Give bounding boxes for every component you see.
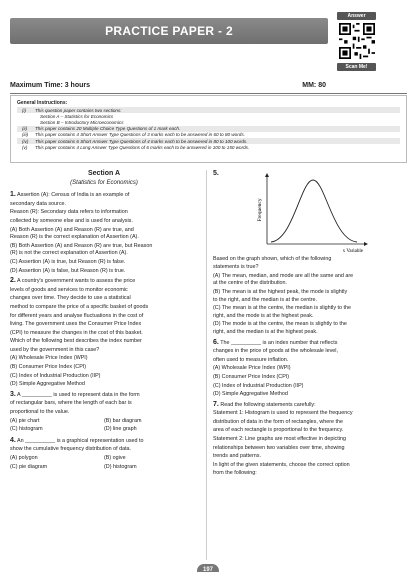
option-b: (B) bar diagram bbox=[104, 417, 142, 424]
instruction-item: (iii) This paper contains 4 Short Answer Type Questions of 3 marks each to be answered in 60 to 80 words. bbox=[22, 132, 245, 138]
option-a: (A) Wholesale Price Index (WPI) bbox=[10, 355, 88, 362]
option-b: (B) Both Assertion (A) and Reason (R) are true, but Reason (R) is not the correct explanation of Assertion (A). bbox=[10, 242, 153, 257]
section-subtitle: (Statistics for Economics) bbox=[70, 179, 138, 186]
option-d: (D) Assertion (A) is false, but Reason (R) is true. bbox=[10, 267, 126, 274]
qr-code-icon[interactable] bbox=[339, 23, 375, 59]
instruction-item: (i) This question paper contains two sections: bbox=[17, 107, 400, 113]
option-b: (B) Consumer Price Index (CPI) bbox=[213, 373, 290, 380]
meta-divider bbox=[10, 93, 407, 94]
option-c: (C) pie diagram bbox=[10, 463, 48, 470]
general-instructions bbox=[10, 95, 407, 163]
instructions-heading: General Instructions: bbox=[17, 100, 68, 106]
question-number: 1. bbox=[10, 191, 16, 199]
instruction-item: (iv) This paper contains 6 Short Answer Type Questions of 4 marks each to be answered in 80 to 100 words. bbox=[17, 138, 400, 144]
option-a: (A) pie chart bbox=[10, 417, 40, 424]
option-a: (A) Both Assertion (A) and Reason (R) are true, and Reason (R) is the correct explanation of Assertion (A). bbox=[10, 226, 139, 241]
paper-title-banner bbox=[10, 18, 328, 44]
question-5: 5. Frequency x Variable Based on the graph shown, which of the following statements is true? (A) The mean, median, and mode are all the same and are at the centre of the distribution. (B) The mean is at the highest peak, the mode is slightly to the right, and the median is at the centre. (C) The mean is at the centre, the median is slightly to the right, and the mode is at the highest peak. (D) The mode is at the centre, the mean is slightly to the right, and the median is at the highest peak. bbox=[213, 170, 401, 337]
question-number: 2. bbox=[10, 277, 16, 285]
option-a: (A) polygon bbox=[10, 455, 38, 461]
option-d: (D) histogram bbox=[104, 463, 137, 470]
y-axis-label: Frequency bbox=[257, 197, 263, 222]
option-c: (C) Index of Industrial Production (IIP) bbox=[10, 372, 101, 379]
instruction-subitem: Section B – Introductory Microeconomics bbox=[40, 119, 124, 125]
option-d: (D) Simple Aggregative Method bbox=[213, 391, 288, 398]
answer-qr-box[interactable] bbox=[337, 12, 376, 73]
bell-curve bbox=[271, 180, 357, 242]
option-c: (C) The mean is at the centre, the median is slightly to the right, and the mode is at the highest peak. bbox=[213, 305, 352, 319]
option-b: (B) The mean is at the highest peak, the mode is slightly to the right, and the median is at the centre. bbox=[213, 288, 348, 303]
max-marks: MM: 80 bbox=[302, 82, 326, 89]
option-a: (A) Wholesale Price Index (WPI) bbox=[213, 365, 291, 372]
option-a: (A) The mean, median, and mode are all the same and are at the centre of the distribution. bbox=[213, 272, 354, 287]
option-c: (C) Index of Industrial Production (IIP) bbox=[213, 382, 304, 389]
x-axis-label: x Variable bbox=[342, 248, 363, 254]
option-d: (D) The mode is at the centre, the mean is slightly to the right, and the median is at the highest peak. bbox=[213, 321, 347, 335]
instruction-subitem: Section A – Statistics for Economics bbox=[40, 113, 114, 119]
option-b: (B) ogive bbox=[104, 455, 126, 461]
left-column bbox=[10, 170, 198, 474]
right-column bbox=[213, 170, 401, 480]
option-d: (D) line graph bbox=[104, 426, 137, 433]
answer-tag: Answer bbox=[337, 12, 376, 20]
question-number: 7. bbox=[213, 400, 219, 408]
question-number: 6. bbox=[213, 338, 219, 346]
section-title: Section A bbox=[87, 170, 121, 177]
page-number: 197 bbox=[197, 564, 219, 572]
question-1: 1. Assertion (A): Census of India is an example of secondary data source. Reason (R): Secondary data refers to information collected by someone else and is used for analysis. (A) Both Assertion (A) and Reason (R) are true, and Reason (R) is the correct explanation of Assertion (A). (B) Both Assertion (A) and Reason (R) are true, but Reason (R) is not the correct explanation of Assertion (A). (C) Assertion (A) is true, but Reason (R) is false. (D) Assertion (A) is false, but Reason (R) is true. bbox=[10, 191, 198, 275]
option-d: (D) Simple Aggregative Method bbox=[10, 381, 85, 388]
column-divider bbox=[206, 170, 207, 560]
option-c: (C) histogram bbox=[10, 426, 43, 433]
normal-distribution-graph bbox=[253, 172, 373, 254]
question-2: 2. A country's government wants to assess the price levels of goods and services to monitor economic changes over time. They decide to use a statistical method to compare the price of a specific basket of goods for different years and analyse fluctuations in the cost of living. The government uses the Consumer Price Index (CPI) to measure the changes in the cost of this basket. Which of the following best describes the index number used by the government in this case? (A) Wholesale Price Index (WPI) (B) Consumer Price Index (CPI) (C) Index of Industrial Production (IIP) (D) Simple Aggregative Method bbox=[10, 277, 198, 389]
option-c: (C) Assertion (A) is true, but Reason (R) is false. bbox=[10, 258, 126, 265]
paper-title: PRACTICE PAPER - 2 bbox=[105, 24, 233, 38]
question-7: 7. Read the following statements carefully: Statement 1: Histogram is used to represent the frequency distribution of data in the form of rectangles, where the area of each rectangle is proportional to the frequency. Statement 2: Line graphs are most effective in depicting relationships between two variables over time, showing trends and patterns. In light of the given statements, choose the correct option from the following: bbox=[213, 400, 353, 477]
instruction-item: (ii) This paper contains 20 Multiple Choice Type Questions of 1 mark each. bbox=[17, 126, 400, 132]
scan-me-tag: Scan Me! bbox=[337, 63, 376, 71]
x-axis-arrow-icon bbox=[364, 242, 368, 246]
paper-meta bbox=[10, 82, 326, 89]
question-6: 6. The __________ is an index number that reflects changes in the price of goods at the wholesale level, often used to measure inflation. (A) Wholesale Price Index (WPI) (B) Consumer Price Index (CPI) (C) Index of Industrial Production (IIP) (D) Simple Aggregative Method bbox=[213, 339, 401, 399]
question-4: 4. An __________ is a graphical representation used to show the cumulative frequency distribution of data. (A) polygon (B) ogive (C) pie diagram (D) histogram bbox=[10, 437, 198, 472]
question-number: 3. bbox=[10, 390, 16, 398]
question-number: 4. bbox=[10, 436, 16, 444]
question-3: 3. A __________ is used to represent data in the form of rectangular bars, where the length of each bar is proportional to the value. (A) pie chart (B) bar diagram (C) histogram (D) line graph bbox=[10, 391, 198, 435]
y-axis-arrow-icon bbox=[265, 173, 269, 177]
instruction-item: (v) This paper contains 4 Long Answer Type Questions of 6 marks each to be answered in 100 to 150 words. bbox=[22, 144, 250, 150]
max-time: Maximum Time: 3 hours bbox=[10, 82, 91, 89]
question-number: 5. bbox=[213, 170, 219, 177]
option-b: (B) Consumer Price Index (CPI) bbox=[10, 364, 87, 371]
